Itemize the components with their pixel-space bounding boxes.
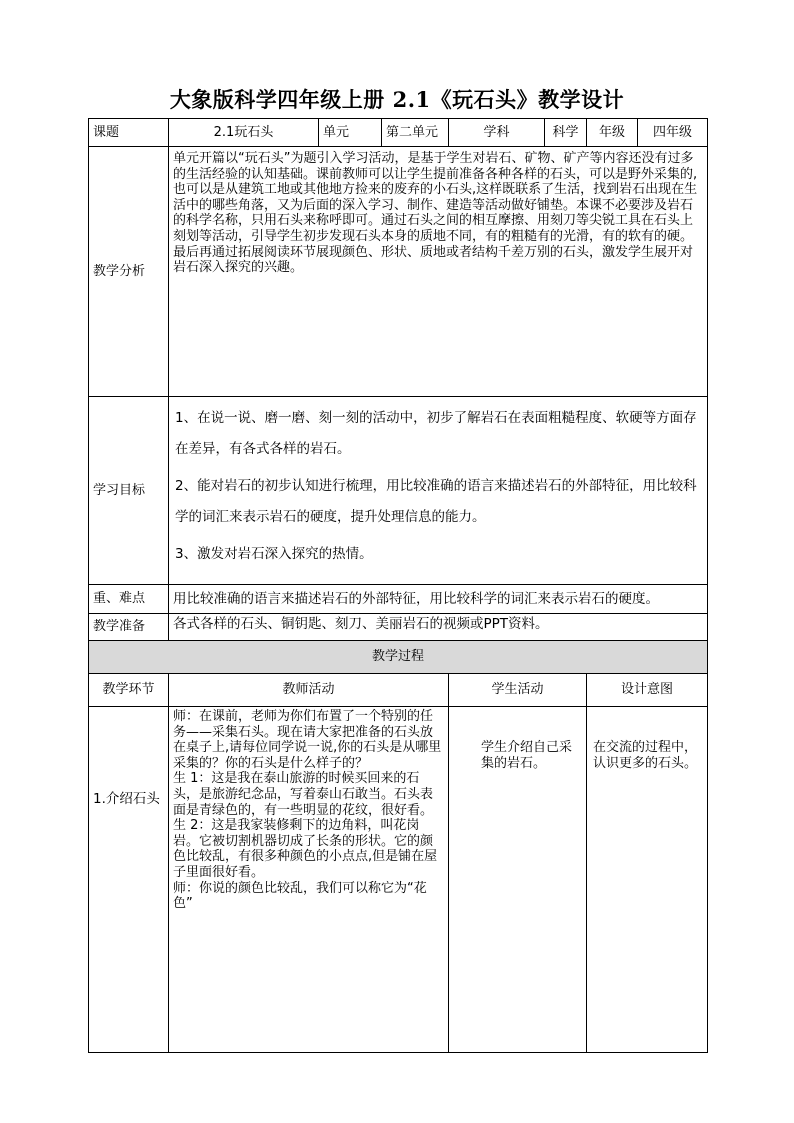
goals-row [89,397,708,585]
page-title: 大象版科学四年级上册 2.1《玩石头》教学设计 [169,87,625,112]
label-subject: 学科 [449,119,545,147]
teacher-line: 生 1：这是我在泰山旅游的时候买回来的石头，是旅游纪念品，写着泰山石敢当。石头表面是青绿色的，有一些明显的花纹，很好看。 [173,771,434,818]
grade-value: 四年级 [638,119,708,147]
header-row [89,119,708,147]
process-section-title: 教学过程 [89,641,708,674]
analysis-text: 单元开篇以“玩石头”为题引入学习活动，是基于学生对岩石、矿物、矿产等内容还没有过多的生活经验的认知基础。课前教师可以让学生提前准备各种各样的石头，可以是野外采集的,也可以是从建筑工地或其他地方捡来的废弃的小石头,这样既联系了生活，找到岩石出现在生活中的哪些角落，又为后面的深入学习、制作、建造等活动做好铺垫。本课不必要涉及岩石的科学名称，只用石头来称呼即可。通过石头之间的相互摩擦、用刻刀等尖锐工具在石头上刻划等活动，引导学生初步发现石头本身的质地不同，有的粗糙有的光滑，有的软有的硬。最后再通过拓展阅读环节展现颜色、形状、质地或者结构千差万别的石头，激发学生展开对岩石深入探究的兴趣。 [169,147,708,397]
teacher-activity [169,707,449,1053]
preparation-label: 教学准备 [89,614,169,641]
student-activity-text: 学生介绍自己采集的岩石。 [481,740,573,771]
key-points-row [89,585,708,614]
analysis-row [89,147,708,397]
label-topic: 课题 [89,119,169,147]
preparation-text: 各式各样的石头、铜钥匙、刻刀、美丽岩石的视频或PPT资料。 [169,614,708,641]
key-points-label: 重、难点 [89,585,169,614]
topic-value: 2.1玩石头 [169,119,319,147]
goal-item: 2、能对岩石的初步认知进行梳理，用比较准确的语言来描述岩石的外部特征，用比较科学的词汇来表示岩石的硬度，提升处理信息的能力。 [175,478,697,525]
process-row-stage1 [89,707,708,1053]
student-activity [449,707,587,1053]
col-stage-header: 教学环节 [89,674,169,707]
process-header-row [89,674,708,707]
design-intent-text: 在交流的过程中，认识更多的石头。 [593,740,698,771]
lesson-plan-table [88,118,708,1053]
goal-item: 1、在说一说、磨一磨、刻一刻的活动中，初步了解岩石在表面粗糙程度、软硬等方面存在差异，有各式各样的岩石。 [175,410,697,457]
subject-value: 科学 [545,119,587,147]
unit-value: 第二单元 [382,119,449,147]
teacher-line: 生 2：这是我家装修剩下的边角料，叫花岗岩。它被切割机器切成了长条的形状。它的颜色比较乱，有很多种颜色的小点点,但是铺在屋子里面很好看。 [173,818,438,880]
design-intent [587,707,708,1053]
goals-list [169,397,708,585]
teacher-line: 师：在课前，老师为你们布置了一个特别的任务——采集石头。现在请大家把准备的石头放在桌子上,请每位同学说一说,你的石头是从哪里采集的？你的石头是什么样子的？ [173,709,442,771]
key-points-text: 用比较准确的语言来描述岩石的外部特征，用比较科学的词汇来表示岩石的硬度。 [169,585,708,614]
stage-name: 1.介绍石头 [89,707,169,1053]
col-student-header: 学生活动 [449,674,587,707]
goals-label: 学习目标 [89,397,169,585]
goal-item: 3、激发对岩石深入探究的热情。 [175,546,373,562]
teacher-line: 师：你说的颜色比较乱，我们可以称它为“花色” [173,880,427,912]
label-unit: 单元 [319,119,382,147]
process-section-row [89,641,708,674]
col-teacher-header: 教师活动 [169,674,449,707]
preparation-row [89,614,708,641]
analysis-label: 教学分析 [89,147,169,397]
label-grade: 年级 [587,119,638,147]
col-design-header: 设计意图 [587,674,708,707]
